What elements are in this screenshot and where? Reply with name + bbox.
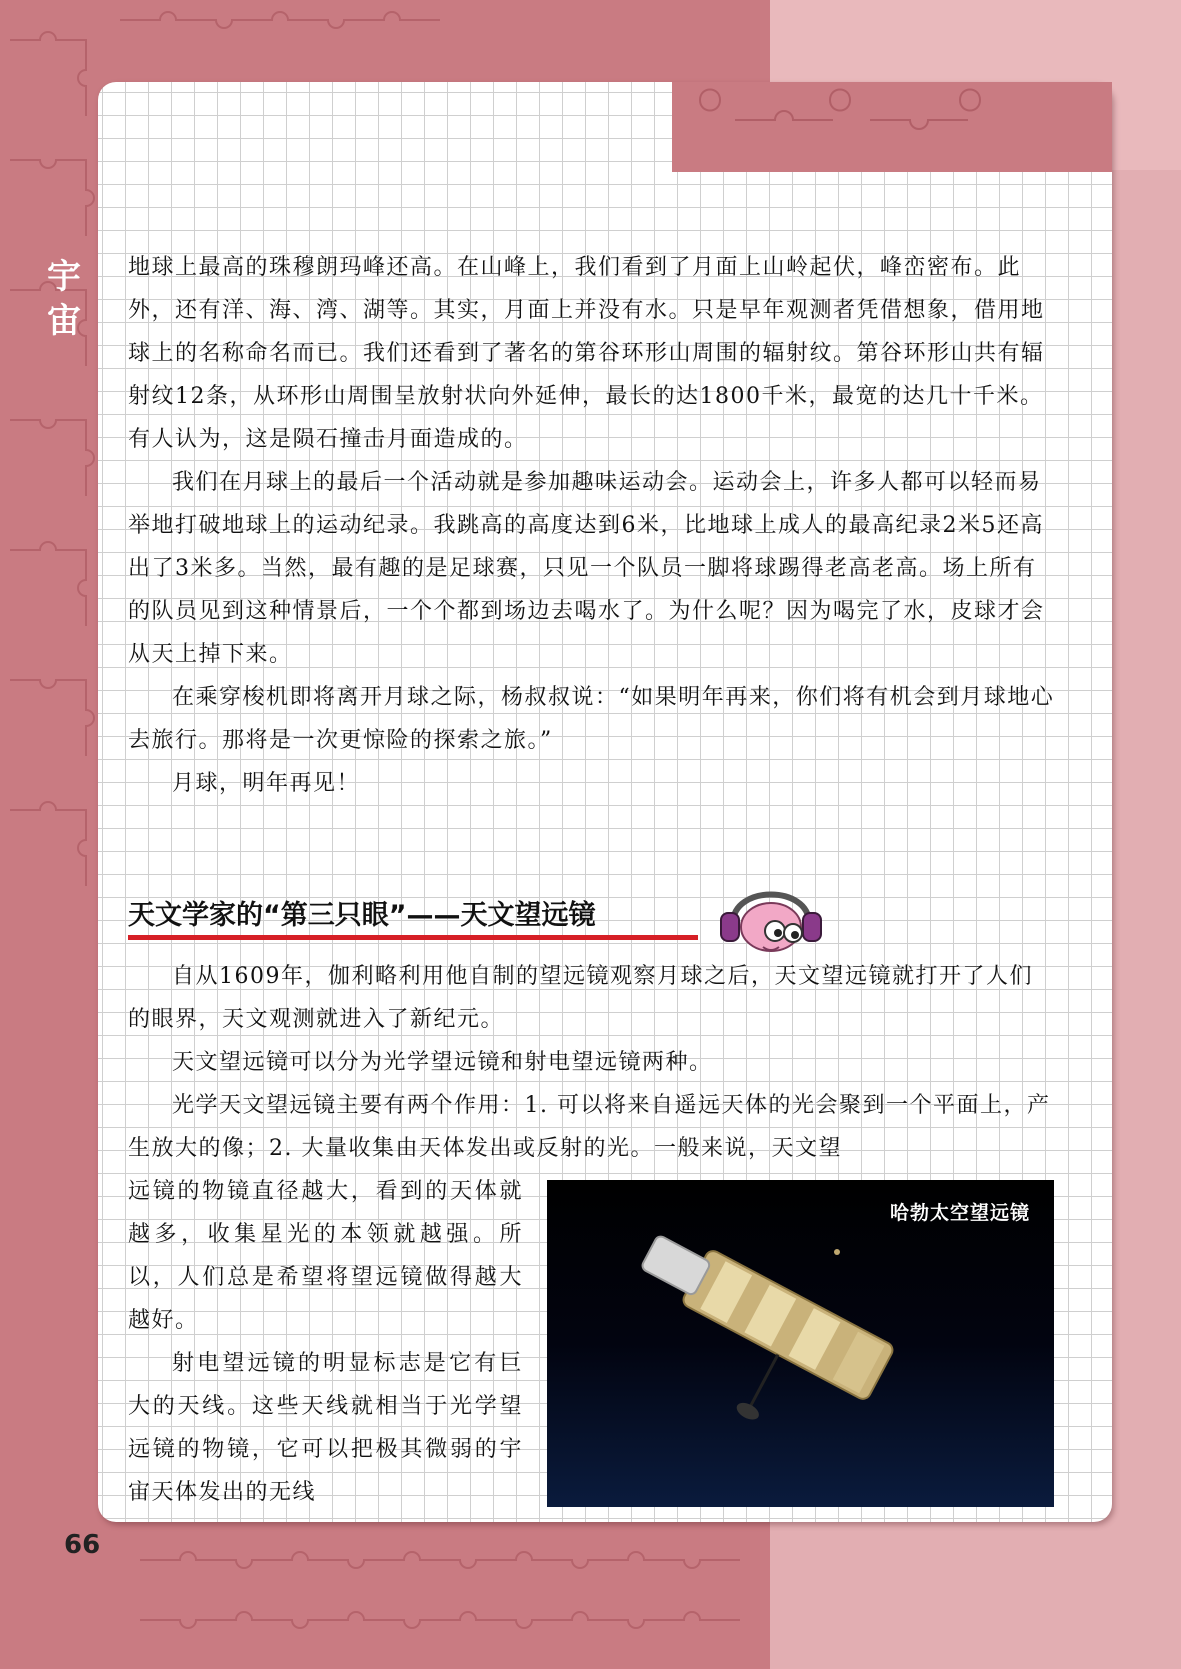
body-text-section — [128, 955, 1056, 1170]
paragraph: 在乘穿梭机即将离开月球之际，杨叔叔说：“如果明年再来，你们将有机会到月球地心去旅行。那将是一次更惊险的探索之旅。” — [128, 685, 1055, 753]
body-text-narrow — [128, 1170, 523, 1514]
paragraph: 光学天文望远镜主要有两个作用：1. 可以将来自遥远天体的光会聚到一个平面上，产生放大的像；2. 大量收集由天体发出或反射的光。一般来说，天文望 — [128, 1093, 1051, 1161]
paragraph: 我们在月球上的最后一个活动就是参加趣味运动会。运动会上，许多人都可以轻而易举地打破地球上的运动纪录。我跳高的高度达到6米，比地球上成人的最高纪录2米5还高出了3米多。当然，最有趣的是足球赛，只见一个队员一脚将球踢得老高老高。场上所有的队员见到这种情景后，一个个都到场边去喝水了。为什么呢？因为喝完了水，皮球才会从天上掉下来。 — [128, 470, 1045, 667]
section-heading: 天文学家的“第三只眼”——天文望远镜 — [128, 900, 596, 931]
page-number: 66 — [64, 1530, 101, 1560]
hubble-telescope-illustration — [547, 1180, 1054, 1507]
mascot-headphones-icon — [715, 875, 827, 957]
section-tab-char-2: 宙 — [47, 301, 81, 341]
body-text-top — [128, 246, 1056, 805]
section-tab-char-1: 宇 — [47, 257, 81, 297]
hubble-telescope-photo — [547, 1180, 1054, 1507]
paragraph: 月球，明年再见！ — [172, 771, 361, 796]
heading-underline — [128, 935, 698, 940]
section-tab — [38, 255, 90, 343]
paragraph: 远镜的物镜直径越大，看到的天体就越多，收集星光的本领就越强。所以，人们总是希望将望远镜做得越大越好。 — [128, 1179, 523, 1333]
paragraph: 射电望远镜的明显标志是它有巨大的天线。这些天线就相当于光学望远镜的物镜，它可以把极其微弱的宇宙天体发出的无线 — [128, 1351, 523, 1505]
paragraph: 天文望远镜可以分为光学望远镜和射电望远镜两种。 — [172, 1050, 713, 1075]
paragraph: 自从1609年，伽利略利用他自制的望远镜观察月球之后，天文望远镜就打开了人们的眼界，天文观测就进入了新纪元。 — [128, 964, 1033, 1032]
photo-caption: 哈勃太空望远镜 — [889, 1202, 1030, 1224]
paragraph: 地球上最高的珠穆朗玛峰还高。在山峰上，我们看到了月面上山岭起伏，峰峦密布。此外，还有洋、海、湾、湖等。其实，月面上并没有水。只是早年观测者凭借想象，借用地球上的名称命名而已。我们还看到了著名的第谷环形山周围的辐射纹。第谷环形山共有辐射纹12条，从环形山周围呈放射状向外延伸，最长的达1800千米，最宽的达几十千米。有人认为，这是陨石撞击月面造成的。 — [128, 255, 1045, 452]
